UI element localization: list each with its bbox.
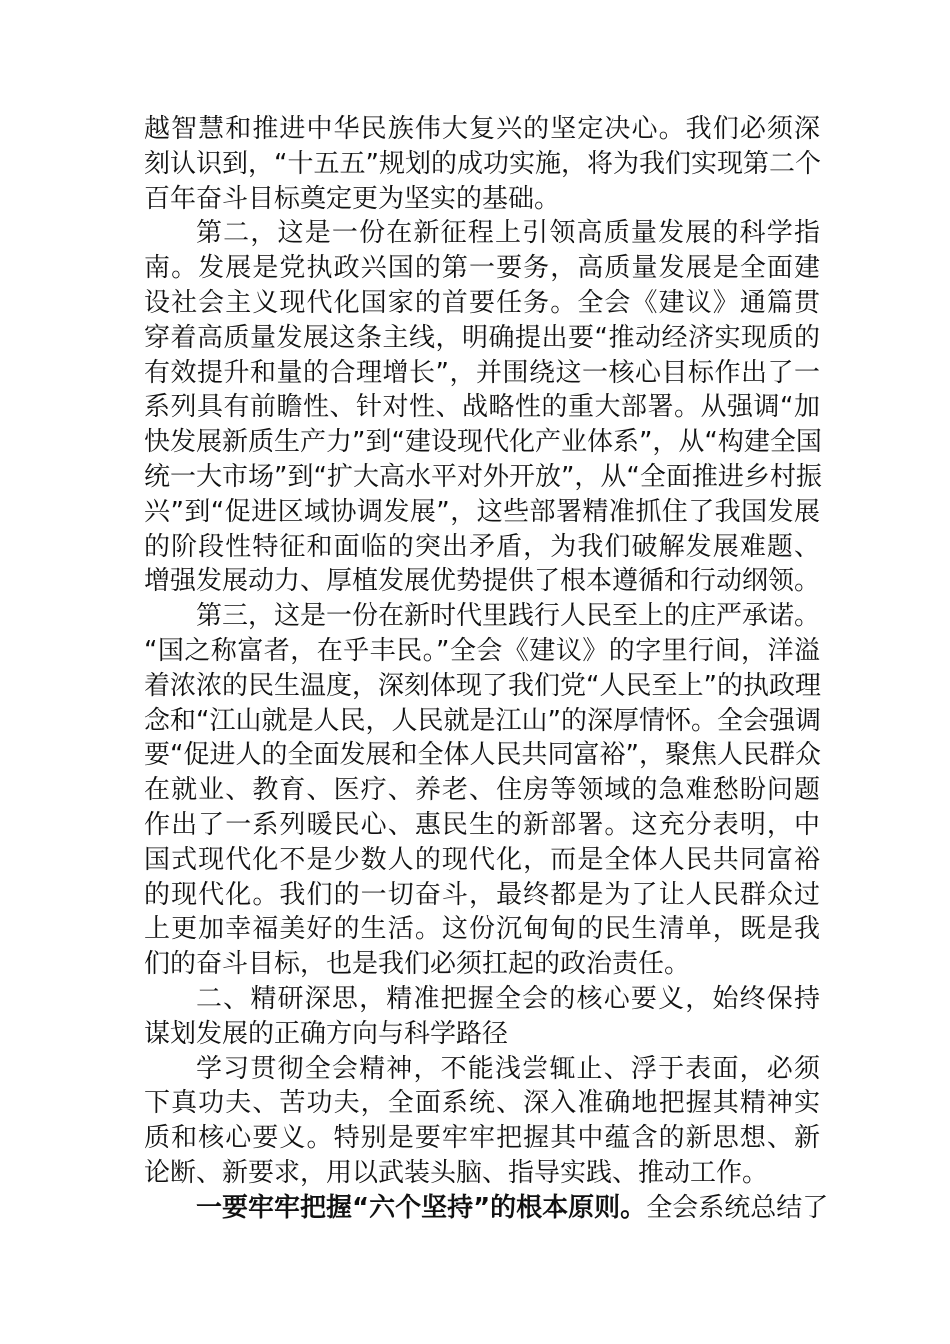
paragraph-2 — [144, 216, 820, 599]
text-line: 上更加幸福美好的生活。这份沉甸甸的民生清单，既是我 — [144, 914, 820, 945]
paragraph-5 — [144, 1191, 829, 1226]
text-line: 质和核心要义。特别是要牢牢把握其中蕴含的新思想、新 — [144, 1123, 820, 1154]
text-line: 国式现代化不是少数人的现代化，而是全体人民共同富裕 — [144, 844, 820, 875]
section-heading-2 — [144, 982, 820, 1052]
heading-line: 谋划发展的正确方向与科学路径 — [144, 1018, 509, 1049]
text-line: 的阶段性特征和面临的突出矛盾，为我们破解发展难题、 — [144, 531, 820, 562]
text-line: 统一大市场”到“扩大高水平对外开放”，从“全面推进乡村振 — [144, 461, 822, 492]
text-line: 第二，这是一份在新征程上引领高质量发展的科学指 — [196, 218, 820, 249]
document-page — [144, 112, 829, 1226]
body-text: 全会系统总结了 — [646, 1192, 829, 1223]
text-line: 南。发展是党执政兴国的第一要务，高质量发展是全面建 — [144, 253, 820, 284]
text-line: 要“促进人的全面发展和全体人民共同富裕”，聚焦人民群众 — [144, 740, 821, 771]
bold-lead-text: 一要牢牢把握“六个坚持”的根本原则。 — [196, 1192, 647, 1223]
text-line: 系列具有前瞻性、针对性、战略性的重大部署。从强调“加 — [144, 392, 820, 423]
text-line: 论断、新要求，用以武装头脑、指导实践、推动工作。 — [144, 1157, 769, 1188]
text-line: 作出了一系列暖民心、惠民生的新部署。这充分表明，中 — [144, 809, 820, 840]
text-line: 第三，这是一份在新时代里践行人民至上的庄严承诺。 — [196, 601, 821, 632]
text-line: 穿着高质量发展这条主线，明确提出要“推动经济实现质的 — [144, 322, 820, 353]
text-line: 们的奋斗目标，也是我们必须扛起的政治责任。 — [144, 949, 691, 980]
text-line: 有效提升和量的合理增长”，并围绕这一核心目标作出了一 — [144, 357, 820, 388]
paragraph-4 — [144, 1052, 820, 1191]
text-line: 快发展新质生产力”到“建设现代化产业体系”，从“构建全国 — [144, 427, 822, 458]
text-line: 刻认识到，“十五五”规划的成功实施，将为我们实现第二个 — [144, 148, 821, 179]
text-line: 着浓浓的民生温度，深刻体现了我们党“人民至上”的执政理 — [144, 670, 821, 701]
text-line: 设社会主义现代化国家的首要任务。全会《建议》通篇贯 — [144, 287, 820, 318]
text-line: “国之称富者，在乎丰民。”全会《建议》的字里行间，洋溢 — [144, 635, 820, 666]
heading-line: 二、精研深思，精准把握全会的核心要义，始终保持 — [196, 983, 820, 1014]
text-line: 兴”到“促进区域协调发展”，这些部署精准抓住了我国发展 — [144, 496, 820, 527]
text-line — [144, 1191, 829, 1226]
text-line: 百年奋斗目标奠定更为坚实的基础。 — [144, 183, 561, 214]
paragraph-1 — [144, 112, 820, 216]
text-line: 的现代化。我们的一切奋斗，最终都是为了让人民群众过 — [144, 879, 820, 910]
text-line: 念和“江山就是人民，人民就是江山”的深厚情怀。全会强调 — [144, 705, 821, 736]
text-line: 下真功夫、苦功夫，全面系统、深入准确地把握其精神实 — [144, 1088, 820, 1119]
paragraph-3 — [144, 599, 820, 982]
text-line: 越智慧和推进中华民族伟大复兴的坚定决心。我们必须深 — [144, 114, 820, 144]
text-line: 学习贯彻全会精神，不能浅尝辄止、浮于表面，必须 — [196, 1053, 820, 1084]
text-line: 增强发展动力、厚植发展优势提供了根本遵循和行动纲领。 — [144, 566, 821, 597]
text-line: 在就业、教育、医疗、养老、住房等领域的急难愁盼问题 — [144, 775, 820, 806]
